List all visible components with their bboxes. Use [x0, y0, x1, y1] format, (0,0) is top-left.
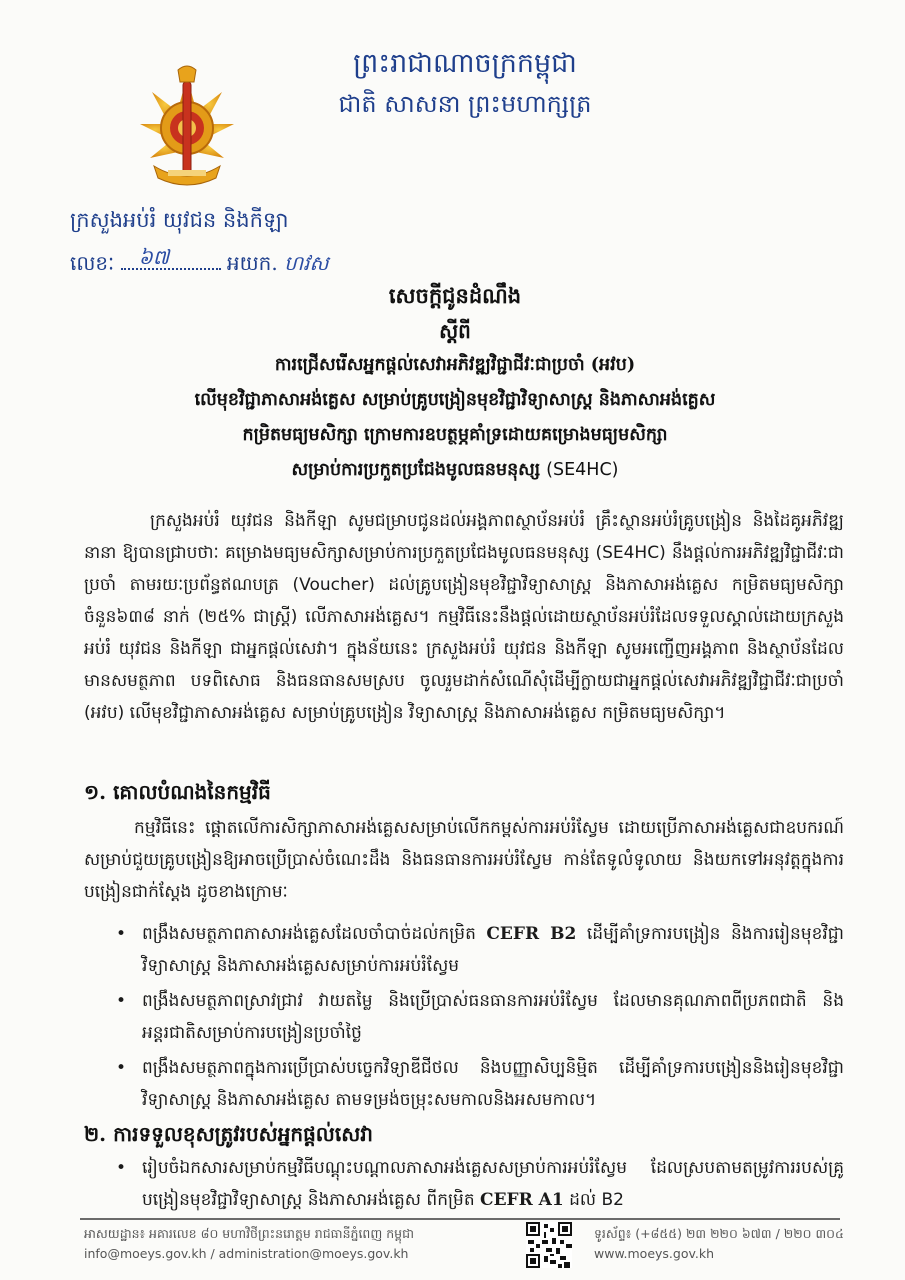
title-line-4: លើមុខវិជ្ជាភាសាអង់គ្លេស សម្រាប់គ្រូបង្រៀនមុខវិជ្ជាវិទ្យាសាស្ត្រ និងភាសាអង់គ្លេស — [194, 390, 716, 410]
title-abbr: (SE4HC) — [546, 460, 619, 480]
section-1-heading: ១. គោលបំណងនៃកម្មវិធី — [84, 780, 271, 804]
footer-phone: ទូរស័ព្ទ៖ (+៨៥៥) ២៣ ២២០ ៦៧៣ / ២២០ ៣០៤ — [594, 1226, 844, 1241]
section-2-heading: ២. ការទទួលខុសត្រូវរបស់អ្នកផ្តល់សេវា — [84, 1122, 373, 1146]
section-2-bullets — [84, 1152, 844, 1219]
bullet-text: ពង្រឹងសមត្ថភាពភាសាអង់គ្លេសដែលចាំបាច់ដល់កម្រិត — [142, 924, 487, 944]
list-item — [84, 918, 844, 982]
title-line-5: កម្រិតមធ្យមសិក្សា ក្រោមការឧបត្ថម្ភគាំទ្រដោយគម្រោងមធ្យមសិក្សា — [242, 425, 668, 445]
bullet-text: ពង្រឹងសមត្ថភាពស្រាវជ្រាវ វាយតម្លៃ និងប្រើប្រាស់ធនធានការអប់រំស្វែម ដែលមានគុណភាពពីប្រភពជាតិ និងអន្តរជាតិសម្រាប់ការបង្រៀនប្រចាំថ្ងៃ — [142, 991, 844, 1043]
kingdom-name: ព្រះរាជាណាចក្រកម្ពុជា — [353, 48, 577, 79]
footer-emails[interactable]: info@moeys.gov.kh / administration@moeys.gov.kh — [84, 1246, 409, 1261]
footer-divider — [80, 1218, 840, 1220]
footer-contact — [84, 1224, 414, 1264]
ref-code: ហវស — [284, 251, 329, 275]
bullet-icon: • — [116, 1058, 127, 1078]
intro-paragraph: ក្រសួងអប់រំ យុវជន និងកីឡា សូមជម្រាបជូនដល់អង្គភាពស្ថាប័នអប់រំ គ្រឹះស្ថានអប់រំគ្រូបង្រៀន និងដៃគូអភិវឌ្ឍនានា ឱ្យបានជ្រាបថាៈ គម្រោងមធ្យមសិក្សាសម្រាប់ការប្រកួតប្រជែងមូលធនមនុស្ស (SE4HC) នឹងផ្តល់ការអភិវឌ្ឍវិជ្ជាជីវៈជាប្រចាំ តាមរយៈប្រព័ន្ធឥណបត្រ (Voucher) ដល់គ្រូបង្រៀនមុខវិជ្ជាវិទ្យាសាស្ត្រ និងភាសាអង់គ្លេស កម្រិតមធ្យមសិក្សា ចំនួន៦៣៨ នាក់ (២៥% ជាស្ត្រី) លើភាសាអង់គ្លេស។ កម្មវិធីនេះនឹងផ្តល់ដោយស្ថាប័នអប់រំដែលទទួលស្គាល់ដោយក្រសួងអប់រំ យុវជន និងកីឡា ជាអ្នកផ្តល់សេវា។ ក្នុងន័យនេះ ក្រសួងអប់រំ យុវជន និងកីឡា សូមអញ្ជើញអង្គភាព និងស្ថាប័នដែលមានសមត្ថភាព បទពិសោធ និងធនធានសមស្រប ចូលរួមដាក់សំណើសុំដើម្បីក្លាយជាអ្នកផ្តល់សេវាអភិវឌ្ឍវិជ្ជាជីវៈជាប្រចាំ (អវប) លើមុខវិជ្ជាភាសាអង់គ្លេស សម្រាប់គ្រូបង្រៀន វិទ្យាសាស្ត្រ និងភាសាអង់គ្លេស កម្រិតមធ្យមសិក្សា។ — [84, 511, 844, 723]
national-motto: ជាតិ សាសនា ព្រះមហាក្សត្រ — [338, 90, 592, 118]
title-line-3: ការជ្រើសរើសអ្នកផ្តល់សេវាអភិវឌ្ឍវិជ្ជាជីវៈជាប្រចាំ (អវប) — [274, 355, 636, 375]
bullet-text: រៀបចំឯកសារសម្រាប់កម្មវិធីបណ្តុះបណ្តាលភាសាអង់គ្លេសសម្រាប់ការអប់រំស្វែម ដែលស្របតាមតម្រូវការរបស់គ្រូបង្រៀនមុខវិជ្ជាវិទ្យាសាស្ត្រ និងភាសាអង់គ្លេស ពីកម្រិត — [142, 1158, 844, 1210]
ref-number-field — [121, 246, 221, 270]
ref-label: លេខៈ — [70, 251, 115, 275]
bullet-text-cont: ដល់ B2 — [563, 1190, 624, 1210]
title-line-6-kh: សម្រាប់ការប្រកួតប្រជែងមូលធនមនុស្ស — [291, 460, 541, 480]
bullet-text: ពង្រឹងសមត្ថភាពក្នុងការប្រើប្រាស់បច្ចេកវិទ្យាឌីជីថល និងបញ្ញាសិប្បនិម្មិត ដើម្បីគាំទ្រការបង្រៀននិងរៀនមុខវិជ្ជាវិទ្យាសាស្ត្រ និងភាសាអង់គ្លេស តាមទម្រង់ចម្រុះសមកាលនិងអសមកាល។ — [142, 1058, 844, 1110]
list-item — [84, 1152, 844, 1216]
bullet-text-cont: ដើម្បីគាំទ្រការបង្រៀន និងការរៀនមុខវិជ្ជាវិទ្យាសាស្ត្រ និងភាសាអង់គ្លេសសម្រាប់ការអប់រំស្វែម — [142, 924, 844, 976]
bullet-icon: • — [116, 924, 127, 944]
kingdom-header — [300, 44, 630, 124]
notice-title — [60, 278, 850, 488]
ref-number: ៦៧ — [138, 245, 170, 269]
ref-suffix: អយក. — [226, 251, 278, 275]
list-item — [84, 985, 844, 1049]
ministry-name: ក្រសួងអប់រំ យុវជន និងកីឡា — [70, 208, 289, 232]
title-line-2: ស្តីពី — [439, 319, 471, 343]
bullet-icon: • — [116, 1158, 127, 1178]
footer-website[interactable]: www.moeys.gov.kh — [594, 1246, 715, 1261]
footer-phone-web — [594, 1224, 844, 1264]
title-line-6 — [60, 453, 850, 488]
footer-address: អាសយដ្ឋាន៖ អគារលេខ ៨០ មហាវិថីព្រះនរោត្តម រាជធានីភ្នំពេញ កម្ពុជា — [84, 1226, 414, 1241]
list-item — [84, 1052, 844, 1116]
bullet-bold: CEFR B2 — [486, 924, 577, 944]
section-1-paragraph: កម្មវិធីនេះ ផ្តោតលើការសិក្សាភាសាអង់គ្លេសសម្រាប់លើកកម្ពស់ការអប់រំស្វែម ដោយប្រើភាសាអង់គ្លេសជាឧបករណ៍សម្រាប់ជួយគ្រូបង្រៀនឱ្យអាចប្រើប្រាស់ចំណេះដឹង និងធនធានការអប់រំស្វែម កាន់តែទូលំទូលាយ និងយកទៅអនុវត្តក្នុងការបង្រៀនជាក់ស្តែង ដូចខាងក្រោមៈ — [84, 818, 844, 902]
title-line-1: សេចក្តីជូនដំណឹង — [388, 283, 522, 308]
qr-code-icon — [526, 1222, 572, 1268]
bullet-bold: CEFR A1 — [480, 1190, 564, 1210]
reference-line — [70, 246, 329, 278]
section-1-bullets — [84, 918, 844, 1119]
bullet-icon: • — [116, 991, 127, 1011]
ministry-emblem-icon — [132, 62, 242, 192]
